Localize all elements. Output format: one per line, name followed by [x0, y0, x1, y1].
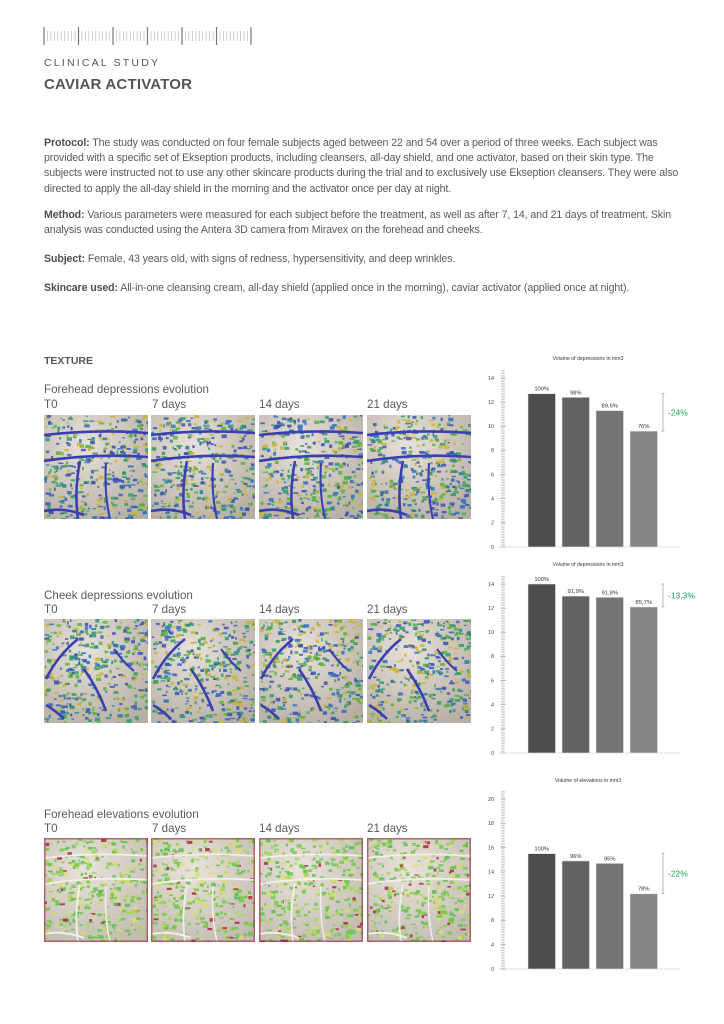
- forehead-depressions-photo-14days: [259, 415, 363, 519]
- y-tick-label: 8: [491, 654, 494, 661]
- ruler-decoration: [43, 27, 253, 45]
- timepoint-label: 7 days: [152, 603, 187, 616]
- timepoint-label: 21 days: [367, 398, 408, 411]
- bar: [596, 863, 624, 969]
- chart-cheek-depressions: [480, 558, 710, 758]
- bar-data-label: 96%: [569, 853, 582, 860]
- bar: [630, 894, 658, 969]
- timepoint-label: 14 days: [259, 822, 300, 835]
- bar-data-label: 100%: [534, 846, 550, 853]
- bar-data-label: 95%: [603, 856, 616, 863]
- skin-analysis-image: [259, 838, 363, 942]
- bar-data-label: 89,6%: [601, 403, 618, 410]
- skin-analysis-image: [151, 838, 255, 942]
- subject-paragraph: [44, 252, 694, 267]
- timepoint-label: 14 days: [259, 398, 300, 411]
- forehead-elevations-photo-7days: [151, 838, 255, 942]
- chart-svg: [480, 558, 710, 758]
- skin-analysis-image: [367, 619, 471, 723]
- forehead-depressions-photo-t0: [44, 415, 148, 519]
- bar: [562, 861, 590, 969]
- y-tick-label: 18: [488, 821, 494, 828]
- skin-analysis-image: [44, 619, 148, 723]
- y-tick-label: 4: [491, 942, 494, 949]
- chart-title: Volume of elevations in mm3: [554, 778, 622, 784]
- cheek-depressions-photo-t0: [44, 619, 148, 723]
- bar: [596, 411, 624, 547]
- y-tick-label: 14: [488, 869, 494, 876]
- y-tick-label: 4: [491, 496, 494, 503]
- timepoint-label: 7 days: [152, 398, 187, 411]
- y-tick-label: 20: [488, 796, 494, 803]
- protocol-paragraph: [44, 136, 694, 197]
- y-tick-label: 16: [488, 845, 494, 852]
- timepoint-label: T0: [44, 603, 58, 616]
- y-tick-label: 0: [491, 544, 494, 551]
- chart-forehead-depressions: [480, 352, 710, 552]
- bar-data-label: 100%: [534, 386, 550, 393]
- page-title: CAVIAR ACTIVATOR: [44, 76, 193, 93]
- skincare-paragraph: [44, 281, 694, 296]
- forehead-elevations-photo-21days: [367, 838, 471, 942]
- y-tick-label: 0: [491, 966, 494, 973]
- y-tick-label: 2: [491, 726, 494, 733]
- bar: [528, 584, 556, 753]
- skin-analysis-image: [151, 415, 255, 519]
- method-paragraph: [44, 208, 694, 238]
- y-tick-label: 14: [488, 581, 494, 588]
- skincare-label: Skincare used:: [44, 282, 118, 294]
- y-tick-label: 10: [488, 630, 494, 637]
- bar-data-label: 91,8%: [601, 590, 618, 597]
- chart-title: Volume of depressions in mm3: [552, 562, 624, 568]
- skin-analysis-image: [151, 619, 255, 723]
- y-tick-label: 4: [491, 702, 494, 709]
- bar: [562, 397, 590, 547]
- forehead-depressions-photo-21days: [367, 415, 471, 519]
- subject-label: Subject:: [44, 253, 85, 265]
- forehead-depressions-photo-7days: [151, 415, 255, 519]
- y-tick-label: 12: [488, 399, 494, 406]
- row-title-cheek-depressions: Cheek depressions evolution: [44, 589, 193, 602]
- bar-data-label: 100%: [534, 577, 550, 583]
- y-tick-label: 8: [491, 918, 494, 925]
- skin-analysis-image: [44, 838, 148, 942]
- skin-analysis-image: [367, 415, 471, 519]
- y-tick-label: 12: [488, 893, 494, 900]
- protocol-text: The study was conducted on four female subjects aged between 22 and 54 over a period of three weeks. Each subject was provided with a specific set of Ekseption products, including cleansers, all-day shield, and one activator, based on their skin type. The subjects were instructed not to use any other skincare products during the trial and to exclusively use Ekseption cleansers. They were also directed to apply the all-day shield in the morning and the activator once per day at night.: [44, 137, 679, 195]
- skin-analysis-image: [367, 838, 471, 942]
- chart-forehead-elevations: [480, 774, 710, 974]
- row-title-forehead-elevations: Forehead elevations evolution: [44, 808, 199, 821]
- y-tick-label: 12: [488, 605, 494, 612]
- forehead-elevations-photo-14days: [259, 838, 363, 942]
- cheek-depressions-photo-7days: [151, 619, 255, 723]
- delta-annotation: -24%: [668, 407, 688, 418]
- timepoint-label: T0: [44, 398, 58, 411]
- delta-annotation: -22%: [668, 868, 688, 879]
- timepoint-label: 7 days: [152, 822, 187, 835]
- y-tick-label: 2: [491, 520, 494, 527]
- skin-analysis-image: [44, 415, 148, 519]
- cheek-depressions-photo-21days: [367, 619, 471, 723]
- timepoint-label: T0: [44, 822, 58, 835]
- skincare-text: All-in-one cleansing cream, all-day shield (applied once in the morning), caviar activator (applied once at night).: [117, 282, 630, 294]
- timepoint-label: 21 days: [367, 603, 408, 616]
- chart-title: Volume of depressions in mm3: [552, 356, 624, 362]
- y-tick-label: 0: [491, 750, 494, 757]
- y-tick-label: 14: [488, 375, 494, 382]
- timepoint-label: 21 days: [367, 822, 408, 835]
- bar: [630, 607, 658, 753]
- section-title-texture: TEXTURE: [44, 355, 94, 367]
- subject-text: Female, 43 years old, with signs of redness, hypersensitivity, and deep wrinkles.: [85, 253, 456, 265]
- bar-data-label: 91,9%: [567, 589, 584, 596]
- y-tick-label: 8: [491, 448, 494, 455]
- row-title-forehead-depressions: Forehead depressions evolution: [44, 383, 209, 396]
- skin-analysis-image: [259, 619, 363, 723]
- bar: [528, 854, 556, 969]
- bar-data-label: 85,7%: [635, 599, 652, 606]
- protocol-label: Protocol:: [44, 137, 90, 149]
- y-tick-label: 6: [491, 472, 494, 479]
- y-tick-label: 10: [488, 424, 494, 431]
- chart-svg: [480, 352, 710, 552]
- bar-data-label: 98%: [569, 390, 582, 397]
- bar-data-label: 76%: [637, 424, 650, 431]
- cheek-depressions-photo-14days: [259, 619, 363, 723]
- method-text: Various parameters were measured for each subject before the treatment, as well as after 7, 14, and 21 days of treatment. Skin analysis was conducted using the Antera 3D camera from Miravex on the forehead and cheeks.: [44, 209, 672, 237]
- bar-data-label: 78%: [637, 886, 650, 893]
- delta-annotation: -13,3%: [668, 590, 695, 601]
- method-label: Method:: [44, 209, 85, 221]
- skin-analysis-image: [259, 415, 363, 519]
- chart-svg: [480, 774, 710, 974]
- bar: [562, 596, 590, 753]
- timepoint-label: 14 days: [259, 603, 300, 616]
- y-tick-label: 6: [491, 678, 494, 685]
- bar: [596, 597, 624, 753]
- page-kicker: CLINICAL STUDY: [44, 57, 161, 69]
- bar: [528, 394, 556, 547]
- bar: [630, 431, 658, 547]
- forehead-elevations-photo-t0: [44, 838, 148, 942]
